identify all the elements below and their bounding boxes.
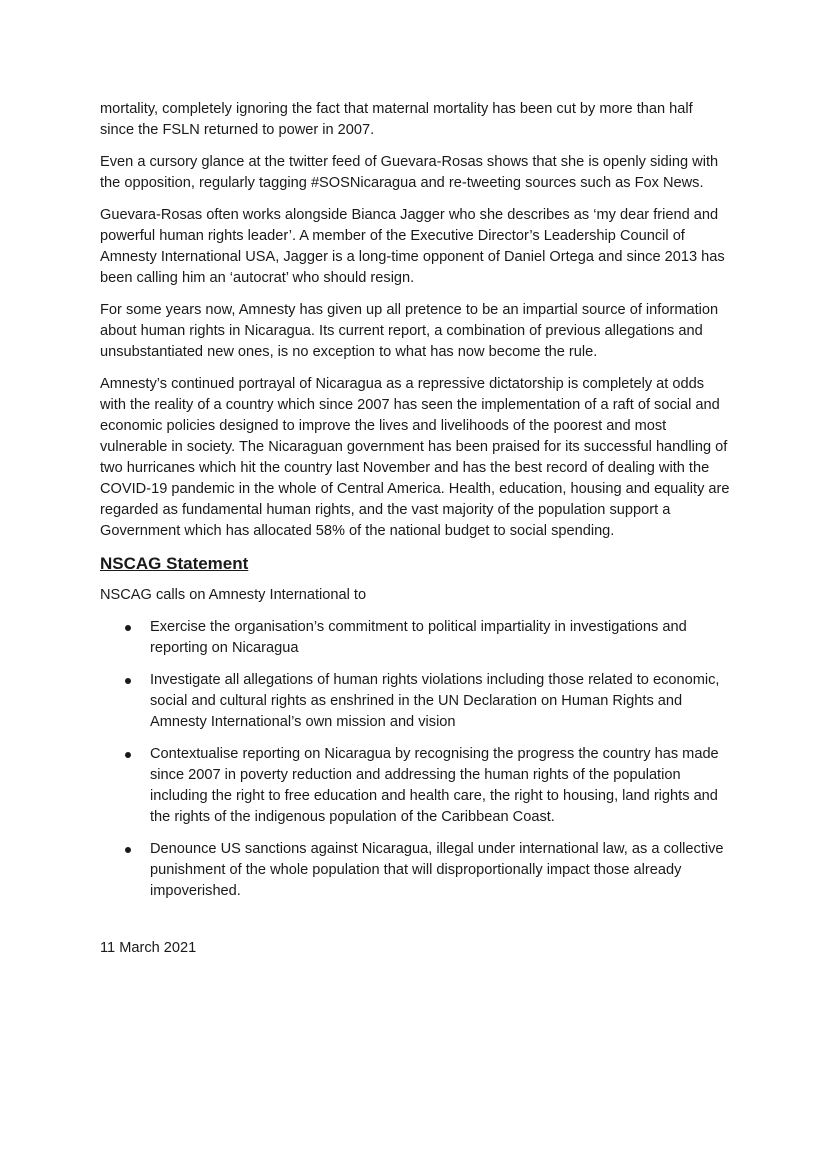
bullet-icon	[125, 752, 131, 758]
list-item	[100, 670, 730, 733]
statement-bullet-list	[100, 617, 730, 902]
document-body	[100, 99, 730, 970]
bullet-icon	[125, 625, 131, 631]
list-item-text: Denounce US sanctions against Nicaragua, illegal under international law, as a collective punishment of the whole population that will disproportionally impact those already impoverished.	[150, 841, 724, 899]
statement-intro: NSCAG calls on Amnesty International to	[100, 587, 367, 603]
list-item	[100, 744, 730, 828]
list-item-text: Investigate all allegations of human rights violations including those related to economic, social and cultural rights as enshrined in the UN Declaration on Human Rights and Amnesty International’s own mission and vision	[150, 672, 720, 730]
paragraph-impartiality: For some years now, Amnesty has given up all pretence to be an impartial source of information about human rights in Nicaragua. Its current report, a combination of previous allegations and unsubstantiated new ones, is no exception to what has now become the rule.	[100, 302, 719, 360]
paragraph-bianca-jagger: Guevara-Rosas often works alongside Bianca Jagger who she describes as ‘my dear friend and powerful human rights leader’. A member of the Executive Director’s Leadership Council of Amnesty International USA, Jagger is a long-time opponent of Daniel Ortega and since 2013 has been calling him an ‘autocrat’ who should resign.	[100, 207, 725, 286]
statement-heading: NSCAG Statement	[100, 554, 249, 573]
list-item-text: Exercise the organisation’s commitment to political impartiality in investigations and reporting on Nicaragua	[150, 619, 687, 656]
paragraph-portrayal: Amnesty’s continued portrayal of Nicaragua as a repressive dictatorship is completely at odds with the reality of a country which since 2007 has seen the implementation of a raft of social and economic policies designed to improve the lives and livelihoods of the poorest and most vulnerable in society. The Nicaraguan government has been praised for its successful handling of two hurricanes which hit the country last November and has the best record of dealing with the COVID-19 pandemic in the whole of Central America. Health, education, housing and equality are regarded as fundamental human rights, and the vast majority of the population support a Government which has allocated 58% of the national budget to social spending.	[100, 376, 730, 539]
list-item	[100, 617, 730, 659]
paragraph-maternal-mortality: mortality, completely ignoring the fact that maternal mortality has been cut by more than half since the FSLN returned to power in 2007.	[100, 101, 693, 138]
bullet-icon	[125, 847, 131, 853]
list-item	[100, 839, 730, 902]
document-date: 11 March 2021	[100, 940, 197, 956]
list-item-text: Contextualise reporting on Nicaragua by recognising the progress the country has made since 2007 in poverty reduction and addressing the human rights of the population including the right to free education and health care, the right to housing, land rights and the rights of the indigenous population of the Caribbean Coast.	[150, 746, 719, 825]
paragraph-twitter-feed: Even a cursory glance at the twitter feed of Guevara-Rosas shows that she is openly siding with the opposition, regularly tagging #SOSNicaragua and re-tweeting sources such as Fox News.	[100, 154, 719, 191]
bullet-icon	[125, 678, 131, 684]
